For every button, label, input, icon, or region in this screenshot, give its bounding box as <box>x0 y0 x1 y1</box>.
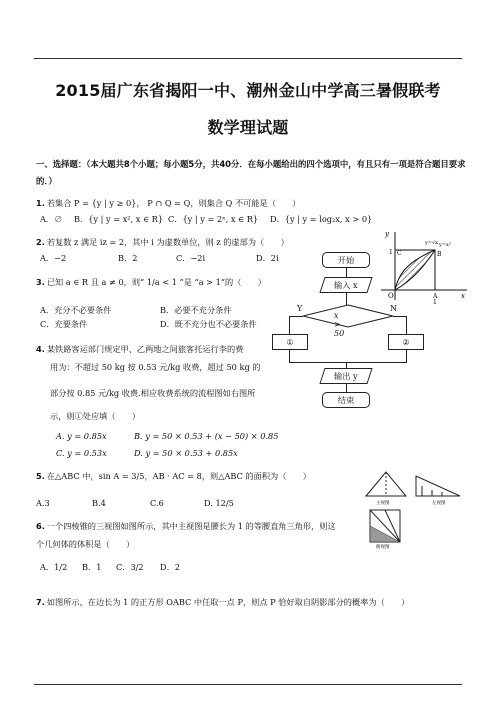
q5-option-b: B.4 <box>92 498 106 508</box>
flow-connector <box>289 350 290 362</box>
section-heading <box>36 156 466 190</box>
q1-option-b: B．{y | y = x², x ∈ R} <box>74 214 164 224</box>
q4-option-a: A. y = 0.85x <box>56 431 107 441</box>
question-stem: 在△ABC 中，sin A = 3/5，AB · AC = 8，则△ABC 的面积为（ ） <box>46 471 311 481</box>
flow-no-label: N <box>390 304 397 313</box>
flow-connector <box>406 316 407 334</box>
section-instruction: （本大题共8个小题；每小题5分，共40分．在每小题给出的四个选项中，有且只有一项是符合题目要求的．） <box>36 159 466 186</box>
section-label: 一、选择题： <box>36 159 87 169</box>
q2-option-a: A．−2 <box>40 253 67 263</box>
q1-option-a: A．∅ <box>40 214 63 224</box>
question-number: 3. <box>36 277 45 287</box>
q4-stem-line: 示，则①处应填（ ） <box>50 411 141 421</box>
flow-step-2: ② <box>388 334 424 350</box>
graph-label: y=√x <box>425 240 439 246</box>
page-subtitle: 数学理试题 <box>207 118 289 137</box>
question-stem: 如图所示，在边长为 1 的正方形 OABC 中任取一点 P，则点 P 恰好取自阴影部分的概率为（ ） <box>46 597 410 607</box>
flow-start: 开始 <box>322 252 370 268</box>
q3-option-b: B．必要不充分条件 <box>160 305 232 315</box>
graph-label: C <box>397 250 402 257</box>
view-label: 俯视图 <box>376 545 390 550</box>
question-stem-line: 某铁路客运部门规定甲、乙两地之间旅客托运行李的费 <box>46 344 244 354</box>
q2-option-d: D．2i <box>256 253 279 263</box>
question-5 <box>36 470 311 482</box>
flow-condition-label: x > 50 <box>334 311 345 338</box>
flow-connector <box>289 316 303 317</box>
q5-option-c: C.6 <box>150 498 164 508</box>
flow-output-label: 输出 y <box>334 371 358 381</box>
q4-option-d: D. y = 50 × 0.53 + 0.85x <box>134 448 238 458</box>
flow-yes-label: Y <box>297 304 303 313</box>
flow-decision <box>300 304 396 328</box>
q6-option-c: C．3/2 <box>116 562 144 572</box>
graph-label: O <box>388 292 394 300</box>
question-number: 4. <box>36 344 45 354</box>
flow-input-label: 输入 x <box>334 280 358 290</box>
flow-connector <box>393 316 407 317</box>
flow-connector <box>289 362 407 363</box>
square-region-graph <box>375 228 471 304</box>
question-6 <box>36 520 336 532</box>
flow-connector <box>406 350 407 362</box>
q6-stem-line: 个几何体的体积是（ ） <box>36 539 135 549</box>
question-number: 1. <box>36 198 45 208</box>
flow-connector <box>346 268 347 277</box>
graph-label: A <box>433 293 438 300</box>
question-4 <box>36 343 243 355</box>
question-stem: 已知 a ∈ R 且 a ≠ 0，则“ 1/a < 1 ”是 “a > 1”的（ ） <box>46 277 266 287</box>
flow-connector <box>289 316 290 334</box>
question-2 <box>36 236 289 248</box>
q3-option-d: D．既不充分也不必要条件 <box>160 319 257 329</box>
q4-stem-line: 用为：不超过 50 kg 按 0.53 元/kg 收费，超过 50 kg 的 <box>50 362 261 372</box>
graph-label: 1 <box>433 299 437 304</box>
view-label: 左视图 <box>432 501 446 506</box>
question-1 <box>36 197 300 209</box>
graph-label: 1 <box>389 249 393 256</box>
q1-option-c: C．{y | y = 2ˣ, x ∈ R} <box>168 214 259 224</box>
view-label: 主视图 <box>376 501 390 506</box>
bottom-rule <box>34 684 462 685</box>
question-number: 7. <box>36 597 45 607</box>
q4-option-c: C. y = 0.53x <box>56 448 107 458</box>
graph-label: y=x² <box>439 242 451 248</box>
q6-option-b: B．1 <box>82 562 102 572</box>
question-7 <box>36 596 409 608</box>
graph-label: x <box>461 292 465 300</box>
q3-option-c: C．充要条件 <box>40 319 88 329</box>
q2-option-b: B．2 <box>118 253 138 263</box>
question-stem: 若集合 P = {y | y ≥ 0}， P ∩ Q = Q，则集合 Q 不可能是（ ） <box>46 198 301 208</box>
page-title: 2015届广东省揭阳一中、潮州金山中学高三暑假联考 <box>55 81 441 100</box>
flow-connector <box>346 384 347 392</box>
question-3 <box>36 276 266 288</box>
q6-option-a: A．1/2 <box>40 562 68 572</box>
q1-option-d: D．{y | y = log₂x, x > 0} <box>270 214 373 224</box>
flow-step-1: ① <box>272 334 308 350</box>
graph-label: B <box>437 251 442 258</box>
q5-option-d: D. 12/5 <box>204 498 234 508</box>
q4-option-b: B. y = 50 × 0.53 + (x − 50) × 0.85 <box>134 431 279 441</box>
top-rule <box>34 58 462 59</box>
q4-stem-line: 部分按 0.85 元/kg 收费.相应收费系统的流程图如右图所 <box>50 388 256 398</box>
q5-option-a: A.3 <box>36 498 50 508</box>
three-view-drawing <box>362 468 466 550</box>
question-number: 5. <box>36 471 45 481</box>
q2-option-c: C．−2i <box>176 253 206 263</box>
question-number: 6. <box>36 521 45 531</box>
q3-option-a: A．充分不必要条件 <box>40 305 112 315</box>
flow-input <box>319 277 372 293</box>
flow-end: 结束 <box>322 392 370 408</box>
question-number: 2. <box>36 237 45 247</box>
graph-label: y <box>385 230 389 238</box>
question-stem: 若复数 z 满足 iz = 2，其中 i 为虚数单位，则 z 的虚部为（ ） <box>46 237 289 247</box>
question-stem-line: 一个四棱锥的三视图如图所示，其中主视图是腰长为 1 的等腰直角三角形，则这 <box>46 521 336 531</box>
flow-output <box>319 368 372 384</box>
q6-option-d: D．2 <box>160 562 180 572</box>
